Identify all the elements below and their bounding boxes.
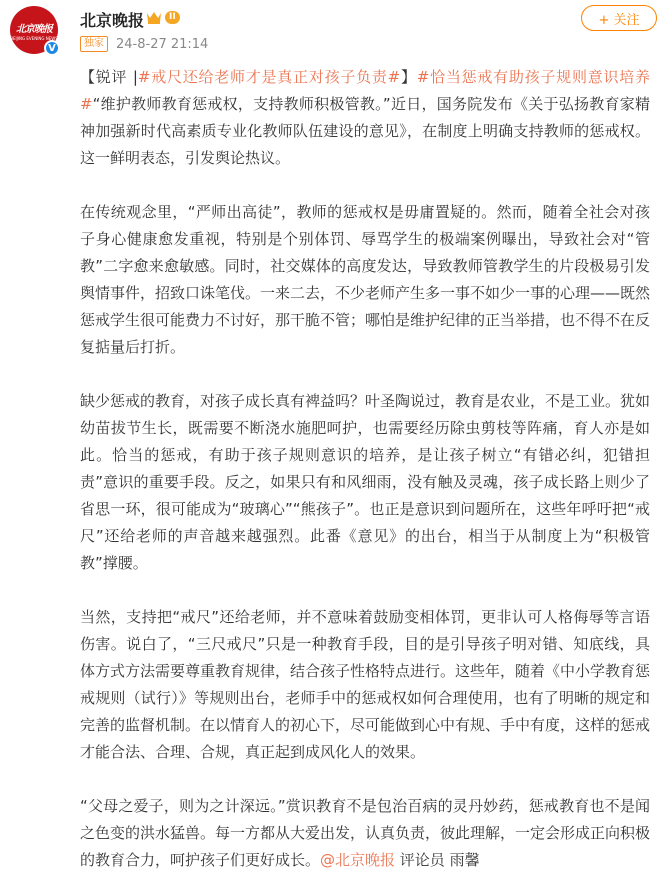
exclusive-tag: 独家 [80, 36, 108, 52]
author-badges [146, 10, 180, 24]
paragraph-1 [80, 64, 650, 172]
post-body [80, 64, 650, 874]
paragraph-5-text: “父母之爱子，则为之计深远。”赏识教育不是包治百病的灵丹妙药，惩戒教育也不是闻之色变的洪水猛兽。每一方都从大爱出发，认真负责，彼此理解，一定会形成正向积极的教育合力，呵护孩子们更好成长。 [80, 797, 651, 869]
avatar-sub-text: BEIJING EVENING NEWS [10, 35, 58, 41]
signature: 评论员 雨馨 [395, 851, 480, 869]
hashtag-link-1[interactable]: #戒尺还给老师才是真正对孩子负责# [137, 68, 401, 86]
bracket-close: 】 [400, 68, 417, 86]
post-header [0, 0, 670, 62]
paragraph-2: 在传统观念里，“严师出高徒”，教师的惩戒权是毋庸置疑的。然而，随着全社会对孩子身心健康愈发重视，特别是个别体罚、辱骂学生的极端案例曝出，导致社会对“管教”二字愈来愈敏感。同时，社交媒体的高度发达，导致教师管教学生的片段极易引发舆情事件，招致口诛笔伐。一来二去，不少老师产生多一事不如少一事的心理——既然惩戒学生很可能费力不讨好，那干脆不管；哪怕是维护纪律的正当举措，也不得不在反复掂量后打折。 [80, 203, 651, 356]
paragraph-5 [80, 793, 650, 874]
avatar-logo-text: 北京晚报 [16, 23, 52, 35]
follow-button[interactable]: + 关注 [581, 5, 657, 31]
commentary-prefix: 【锐评 | [80, 68, 138, 86]
avatar[interactable] [10, 6, 58, 54]
hashtag-link-2[interactable]: #恰当惩戒有助孩子规则意识培养# [80, 68, 650, 113]
crown-icon[interactable] [146, 10, 162, 24]
paragraph-1-text: “维护教师教育惩戒权，支持教师积极管教。”近日，国务院发布《关于弘扬教育家精神加强新时代高素质专业化教师队伍建设的意见》，在制度上明确支持教师的惩戒权。这一鲜明表态，引发舆论热议。 [80, 95, 650, 167]
level-badge[interactable]: II [165, 11, 180, 24]
paragraph-3: 缺少惩戒的教育，对孩子成长真有裨益吗？叶圣陶说过，教育是农业，不是工业。犹如幼苗拔节生长，既需要不断浇水施肥呵护，也需要经历除虫剪枝等阵痛，育人亦是如此。恰当的惩戒，有助于孩子规则意识的培养，是让孩子树立“有错必纠，犯错担责”意识的重要手段。反之，如果只有和风细雨，没有触及灵魂，孩子成长路上则少了省思一环，很可能成为“玻璃心”“熊孩子”。也正是意识到问题所在，这些年呼吁把“戒尺”还给老师的声音越来越强烈。此番《意见》的出台，相当于从制度上为“积极管教”撑腰。 [80, 392, 651, 572]
paragraph-4: 当然，支持把“戒尺”还给老师，并不意味着鼓励变相体罚，更非认可人格侮辱等言语伤害。说白了，“三尺戒尺”只是一种教育手段，目的是引导孩子明对错、知底线，具体方式方法需要尊重教育规律，结合孩子性格特点进行。这些年，随着《中小学教育惩戒规则（试行）》等规则出台，老师手中的惩戒权如何合理使用，也有了明晰的规定和完善的监督机制。在以情育人的初心下，尽可能做到心中有规、手中有度，这样的惩戒才能合法、合理、合规，真正起到成风化人的效果。 [80, 608, 651, 761]
verified-icon: V [44, 40, 60, 56]
author-name[interactable]: 北京晚报 [80, 11, 145, 30]
post-timestamp[interactable]: 24-8-27 21:14 [116, 36, 209, 52]
mention-link[interactable]: @北京晚报 [320, 851, 396, 869]
post-meta [80, 36, 208, 52]
